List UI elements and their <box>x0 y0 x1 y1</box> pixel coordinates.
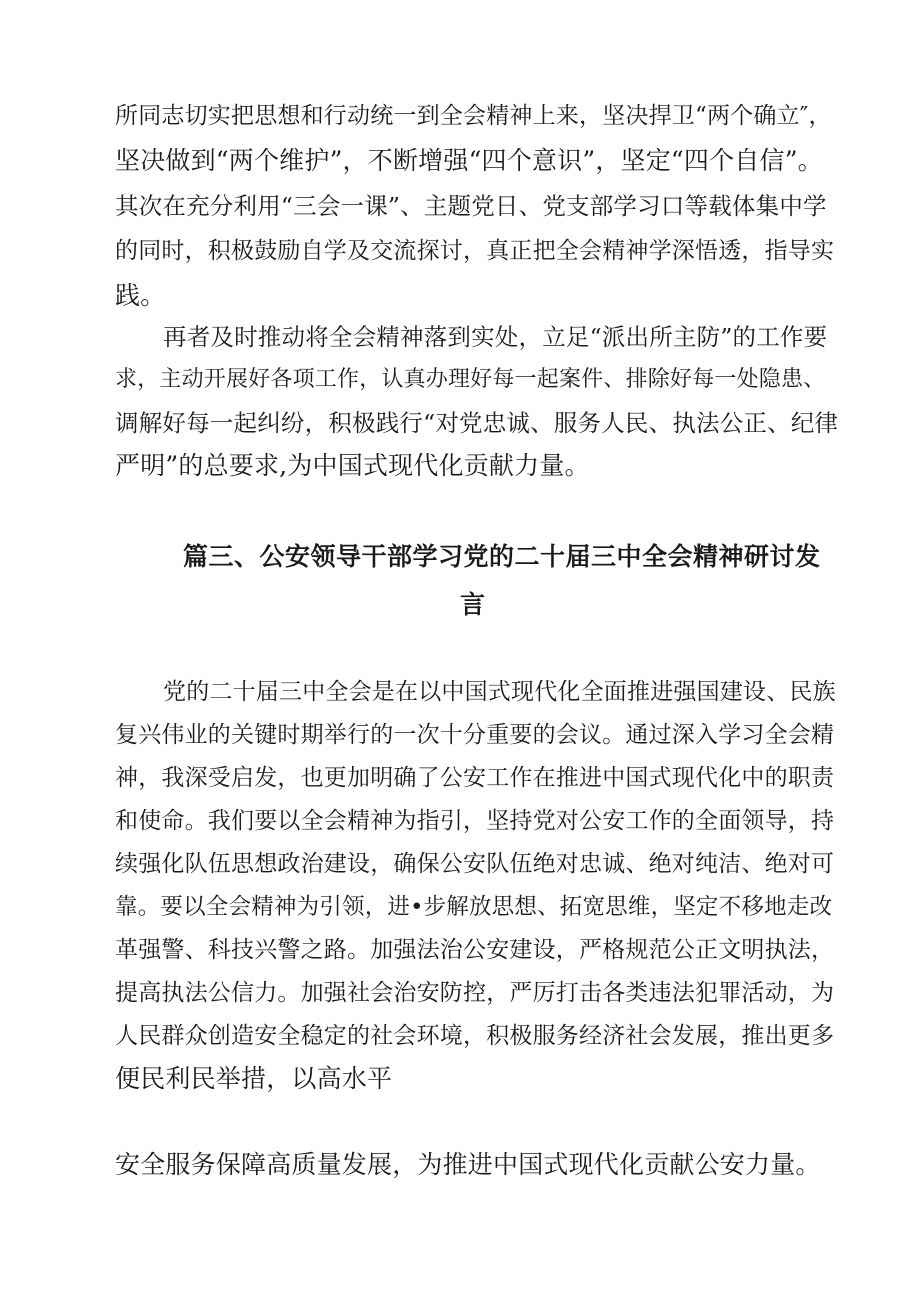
paragraph3-line-5: 续强化队伍思想政治建设，确保公安队伍绝对忠诚、绝对纯洁、绝对可 <box>115 851 835 877</box>
paragraph3-line-3: 神，我深受启发，也更加明确了公安工作在推进中国式现代化中的职责 <box>115 765 835 791</box>
paragraph3-line-1: 党的二十届三中全会是在以中国式现代化全面推进强国建设、民族 <box>163 679 836 705</box>
paragraph2-line-3: 调解好每一起纠纷，积极践行“对党忠诚、服务人民、执法公正、纪律 <box>115 409 839 437</box>
paragraph1-line-3: 其次在充分利用“三会一课”、主题党日、党支部学习口等载体集中学 <box>115 192 827 220</box>
paragraph3-line-9: 人民群众创造安全稳定的社会环境，积极服务经济社会发展，推出更多 <box>115 1023 835 1049</box>
paragraph3-line-4: 和使命。我们要以全会精神为指引，坚持党对公安工作的全面领导，持 <box>115 808 835 834</box>
paragraph1-line-5: 践。 <box>115 281 166 310</box>
paragraph3-line-2: 复兴伟业的关键时期举行的一次十分重要的会议。通过深入学习全会精 <box>115 722 835 748</box>
section-title-line-2: 言 <box>460 590 486 619</box>
paragraph3-line-8: 提高执法公信力。加强社会治安防控，严厉打击各类违法犯罪活动，为 <box>115 980 835 1006</box>
section-title-line-1: 篇三、公安领导干部学习党的二十届三中全会精神研讨发 <box>183 542 821 571</box>
paragraph1-line-1: 所同志切实把思想和行动统一到全会精神上来，坚决捍卫“两个确立″， <box>115 103 832 129</box>
paragraph2-line-2: 求，主动开展好各项工作，认真办理好每一起案件、排除好每一处隐患、 <box>115 367 826 392</box>
paragraph3-line-10: 便民利民举措，以高水平 <box>115 1064 393 1093</box>
paragraph2-line-1: 再者及时推动将全会精神落到实处，立足“派出所主防”的工作要 <box>163 323 828 351</box>
paragraph4-line-1: 安全服务保障高质量发展，为推进中国式现代化贡献公安力量。 <box>115 1150 821 1179</box>
paragraph3-line-6: 靠。要以全会精神为引领，进•步解放思想、拓宽思维，坚定不移地走改 <box>115 894 833 920</box>
paragraph1-line-4: 的同时，积极鼓励自学及交流探讨，真正把全会精神学深悟透，指导实 <box>115 238 835 264</box>
paragraph3-line-7: 革强警、科技兴警之路。加强法治公安建设，严格规范公正文明执法， <box>115 937 835 963</box>
paragraph1-line-2: 坚决做到“两个维护”，不断增强“四个意识”，坚定“四个自信”。 <box>115 146 823 175</box>
paragraph2-line-4: 严明”的总要求,为中国式现代化贡献力量。 <box>115 451 590 480</box>
